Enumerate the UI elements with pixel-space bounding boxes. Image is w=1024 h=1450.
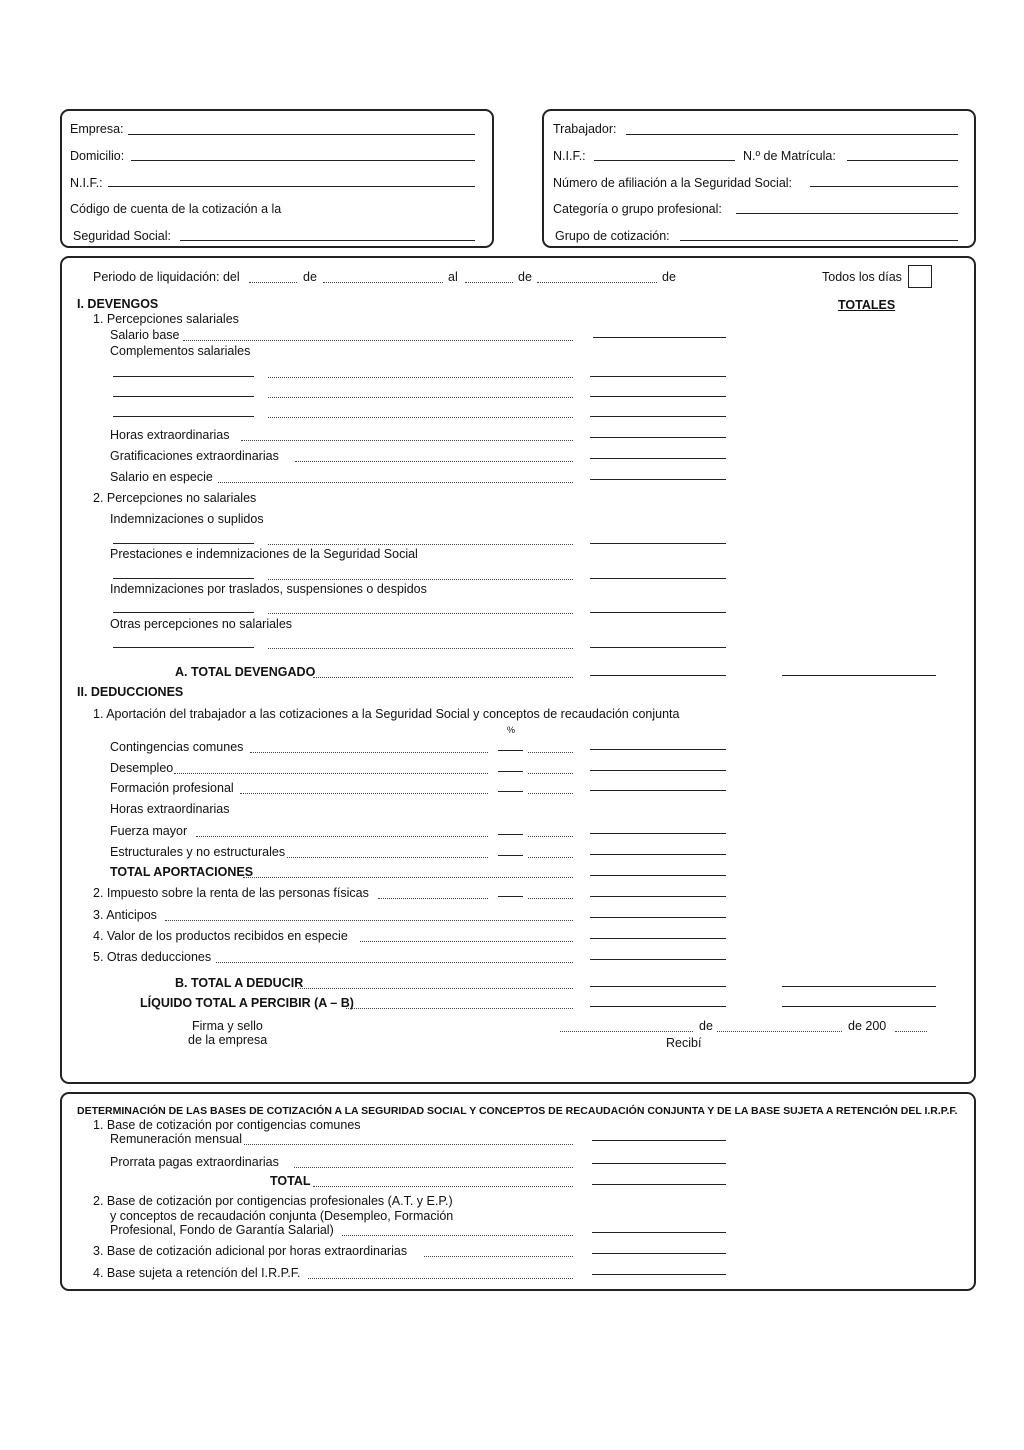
estructurales-field[interactable] xyxy=(590,854,726,855)
indemnizaciones-suplidos-field[interactable] xyxy=(590,543,726,544)
deducciones-heading: II. DEDUCCIONES xyxy=(77,685,184,699)
fuerza-mayor-base[interactable] xyxy=(528,836,573,837)
periodo-dia-inicio[interactable] xyxy=(249,282,297,283)
aportacion-label: 1. Aportación del trabajador a las cotizaciones a la Seguridad Social y conceptos de recaudación conjunta xyxy=(93,707,680,721)
contingencias-leader xyxy=(250,752,488,753)
base-irpf-field[interactable] xyxy=(592,1274,726,1275)
afiliacion-field[interactable] xyxy=(810,186,958,187)
base-profesionales-label-1: 2. Base de cotización por contigencias profesionales (A.T. y E.P.) xyxy=(93,1194,453,1208)
prestaciones-ss-leader xyxy=(268,579,573,580)
total-deducir-total[interactable] xyxy=(782,986,936,987)
indemnizaciones-traslados-concepto[interactable] xyxy=(113,612,254,613)
percepciones-salariales-label: 1. Percepciones salariales xyxy=(93,312,239,326)
prestaciones-ss-label: Prestaciones e indemnizaciones de la Seguridad Social xyxy=(110,547,418,561)
empresa-nif-field[interactable] xyxy=(108,186,475,187)
base-profesionales-field[interactable] xyxy=(592,1232,726,1233)
fuerza-mayor-percent[interactable] xyxy=(498,834,523,835)
irpf-percent[interactable] xyxy=(498,896,523,897)
salario-base-label: Salario base xyxy=(110,328,180,342)
complemento-leader-3 xyxy=(268,417,573,418)
anticipos-leader xyxy=(165,920,573,921)
total-devengado-total[interactable] xyxy=(782,675,936,676)
liquido-field[interactable] xyxy=(590,1006,726,1007)
percepciones-no-salariales-label: 2. Percepciones no salariales xyxy=(93,491,257,505)
totales-heading: TOTALES xyxy=(838,298,896,312)
empresa-label: Empresa: xyxy=(70,122,124,136)
periodo-de-2: de xyxy=(518,270,532,284)
prestaciones-ss-concepto[interactable] xyxy=(113,578,254,579)
total-devengado-field[interactable] xyxy=(590,675,726,676)
irpf-base[interactable] xyxy=(528,898,573,899)
fuerza-mayor-leader xyxy=(196,836,488,837)
salario-base-leader xyxy=(183,340,573,341)
complemento-importe-3[interactable] xyxy=(590,416,726,417)
total-aportaciones-leader xyxy=(243,877,573,878)
domicilio-field[interactable] xyxy=(131,160,475,161)
firma-de200-label: de 200 xyxy=(848,1019,887,1033)
formacion-field[interactable] xyxy=(590,790,726,791)
total-deducir-field[interactable] xyxy=(590,986,726,987)
bases-total-leader xyxy=(313,1186,573,1187)
matricula-field[interactable] xyxy=(847,160,958,161)
liquido-leader xyxy=(346,1008,573,1009)
recibi-label: Recibí xyxy=(666,1036,702,1050)
otras-percepciones-label: Otras percepciones no salariales xyxy=(110,617,293,631)
desempleo-base[interactable] xyxy=(528,773,573,774)
gratificaciones-leader xyxy=(295,461,573,462)
base-comunes-label: 1. Base de cotización por contigencias comunes xyxy=(93,1118,361,1132)
base-irpf-leader xyxy=(308,1278,573,1279)
valor-productos-label: 4. Valor de los productos recibidos en especie xyxy=(93,929,348,943)
categoria-field[interactable] xyxy=(736,213,958,214)
seguridad-social-label: Seguridad Social: xyxy=(73,229,171,243)
contingencias-base[interactable] xyxy=(528,752,573,753)
complemento-concepto-1[interactable] xyxy=(113,376,254,377)
complemento-importe-1[interactable] xyxy=(590,376,726,377)
desempleo-leader xyxy=(174,773,488,774)
firma-anio-field[interactable] xyxy=(895,1031,927,1032)
salario-especie-field[interactable] xyxy=(590,479,726,480)
todos-dias-checkbox[interactable] xyxy=(908,265,932,288)
prorrata-field[interactable] xyxy=(592,1163,726,1164)
salario-especie-label: Salario en especie xyxy=(110,470,213,484)
irpf-leader xyxy=(378,898,488,899)
empresa-field[interactable] xyxy=(128,134,475,135)
categoria-label: Categoría o grupo profesional: xyxy=(553,202,722,216)
matricula-label: N.º de Matrícula: xyxy=(743,149,836,163)
gratificaciones-field[interactable] xyxy=(590,458,726,459)
total-aportaciones-label: TOTAL APORTACIONES xyxy=(110,865,254,879)
otras-deducciones-leader xyxy=(216,962,573,963)
trabajador-field[interactable] xyxy=(626,134,958,135)
estructurales-label: Estructurales y no estructurales xyxy=(110,845,286,859)
estructurales-base[interactable] xyxy=(528,857,573,858)
fuerza-mayor-field[interactable] xyxy=(590,833,726,834)
complementos-label: Complementos salariales xyxy=(110,344,251,358)
salario-especie-leader xyxy=(218,482,573,483)
total-devengado-label: A. TOTAL DEVENGADO xyxy=(175,665,316,679)
domicilio-label: Domicilio: xyxy=(70,149,125,163)
base-profesionales-leader xyxy=(342,1235,573,1236)
otras-deducciones-label: 5. Otras deducciones xyxy=(93,950,212,964)
de-la-empresa-label: de la empresa xyxy=(188,1033,268,1047)
base-profesionales-label-2: y conceptos de recaudación conjunta (Desempleo, Formación xyxy=(110,1209,454,1223)
liquido-total[interactable] xyxy=(782,1006,936,1007)
firma-lugar-field[interactable] xyxy=(560,1031,693,1032)
trabajador-nif-field[interactable] xyxy=(594,160,735,161)
firma-de-label: de xyxy=(699,1019,713,1033)
gratificaciones-label: Gratificaciones extraordinarias xyxy=(110,449,279,463)
devengos-heading: I. DEVENGOS xyxy=(77,297,159,311)
bases-total-field[interactable] xyxy=(592,1184,726,1185)
contingencias-field[interactable] xyxy=(590,749,726,750)
codigo-cuenta-label: Código de cuenta de la cotización a la xyxy=(70,202,282,216)
prorrata-label: Prorrata pagas extraordinarias xyxy=(110,1155,279,1169)
otras-percepciones-leader xyxy=(268,648,573,649)
contingencias-percent[interactable] xyxy=(498,750,523,751)
complemento-importe-2[interactable] xyxy=(590,396,726,397)
percent-label: % xyxy=(507,725,516,735)
irpf-label: 2. Impuesto sobre la renta de las personas físicas xyxy=(93,886,369,900)
prestaciones-ss-field[interactable] xyxy=(590,578,726,579)
firma-sello-label: Firma y sello xyxy=(192,1019,263,1033)
base-adicional-field[interactable] xyxy=(592,1253,726,1254)
total-devengado-leader xyxy=(313,677,573,678)
periodo-mes-inicio[interactable] xyxy=(323,282,443,283)
periodo-de-1: de xyxy=(303,270,317,284)
remuneracion-label: Remuneración mensual xyxy=(110,1132,243,1146)
fuerza-mayor-label: Fuerza mayor xyxy=(110,824,188,838)
irpf-field[interactable] xyxy=(590,896,726,897)
complemento-concepto-3[interactable] xyxy=(113,416,254,417)
liquido-label: LÍQUIDO TOTAL A PERCIBIR (A – B) xyxy=(140,996,354,1010)
base-adicional-label: 3. Base de cotización adicional por horas extraordinarias xyxy=(93,1244,408,1258)
desempleo-percent[interactable] xyxy=(498,771,523,772)
desempleo-label: Desempleo xyxy=(110,761,174,775)
periodo-al: al xyxy=(448,270,458,284)
empresa-box xyxy=(60,109,494,248)
otras-deducciones-field[interactable] xyxy=(590,959,726,960)
otras-percepciones-concepto[interactable] xyxy=(113,647,254,648)
periodo-dia-fin[interactable] xyxy=(465,282,513,283)
total-deducir-label: B. TOTAL A DEDUCIR xyxy=(175,976,304,990)
trabajador-label: Trabajador: xyxy=(553,122,617,136)
horas-extra-field[interactable] xyxy=(590,437,726,438)
anticipos-field[interactable] xyxy=(590,917,726,918)
indemnizaciones-traslados-label: Indemnizaciones por traslados, suspensiones o despidos xyxy=(110,582,427,596)
base-profesionales-label-3: Profesional, Fondo de Garantía Salarial) xyxy=(110,1223,334,1237)
complemento-leader-1 xyxy=(268,377,573,378)
grupo-label: Grupo de cotización: xyxy=(555,229,670,243)
periodo-de-3: de xyxy=(662,270,676,284)
desempleo-field[interactable] xyxy=(590,770,726,771)
trabajador-nif-label: N.I.F.: xyxy=(553,149,586,163)
horas-extra-label: Horas extraordinarias xyxy=(110,428,230,442)
otras-percepciones-field[interactable] xyxy=(590,647,726,648)
total-aportaciones-field[interactable] xyxy=(590,875,726,876)
total-deducir-leader xyxy=(298,988,573,989)
valor-productos-field[interactable] xyxy=(590,938,726,939)
base-adicional-leader xyxy=(424,1256,573,1257)
bases-total-label: TOTAL xyxy=(270,1174,311,1188)
formacion-percent[interactable] xyxy=(498,791,523,792)
horas-extra-deduccion-label: Horas extraordinarias xyxy=(110,802,230,816)
valor-productos-leader xyxy=(360,941,573,942)
salario-base-field[interactable] xyxy=(593,337,726,338)
indemnizaciones-suplidos-leader xyxy=(268,544,573,545)
contingencias-label: Contingencias comunes xyxy=(110,740,244,754)
todos-dias-label: Todos los días xyxy=(822,270,902,284)
grupo-field[interactable] xyxy=(680,240,958,241)
indemnizaciones-suplidos-concepto[interactable] xyxy=(113,543,254,544)
prorrata-leader xyxy=(294,1167,573,1168)
bases-heading: DETERMINACIÓN DE LAS BASES DE COTIZACIÓN A LA SEGURIDAD SOCIAL Y CONCEPTOS DE RECAUDACIÓN CONJUNTA Y DE LA BASE SUJETA A RETENCIÓN DEL I.R.P.F. xyxy=(77,1105,958,1117)
periodo-mes-fin[interactable] xyxy=(537,282,657,283)
anticipos-label: 3. Anticipos xyxy=(93,908,157,922)
afiliacion-label: Número de afiliación a la Seguridad Social: xyxy=(553,176,793,190)
remuneracion-field[interactable] xyxy=(592,1140,726,1141)
complemento-leader-2 xyxy=(268,397,573,398)
horas-extra-leader xyxy=(241,440,573,441)
formacion-base[interactable] xyxy=(528,793,573,794)
empresa-nif-label: N.I.F.: xyxy=(70,176,103,190)
indemnizaciones-traslados-leader xyxy=(268,613,573,614)
remuneracion-leader xyxy=(244,1144,573,1145)
formacion-label: Formación profesional xyxy=(110,781,234,795)
estructurales-leader xyxy=(287,857,488,858)
estructurales-percent[interactable] xyxy=(498,855,523,856)
indemnizaciones-suplidos-label: Indemnizaciones o suplidos xyxy=(110,512,264,526)
firma-mes-field[interactable] xyxy=(717,1031,842,1032)
indemnizaciones-traslados-field[interactable] xyxy=(590,612,726,613)
formacion-leader xyxy=(240,793,488,794)
base-irpf-label: 4. Base sujeta a retención del I.R.P.F. xyxy=(93,1266,301,1280)
periodo-label: Periodo de liquidación: del xyxy=(93,270,240,284)
codigo-cuenta-field[interactable] xyxy=(180,240,475,241)
complemento-concepto-2[interactable] xyxy=(113,396,254,397)
